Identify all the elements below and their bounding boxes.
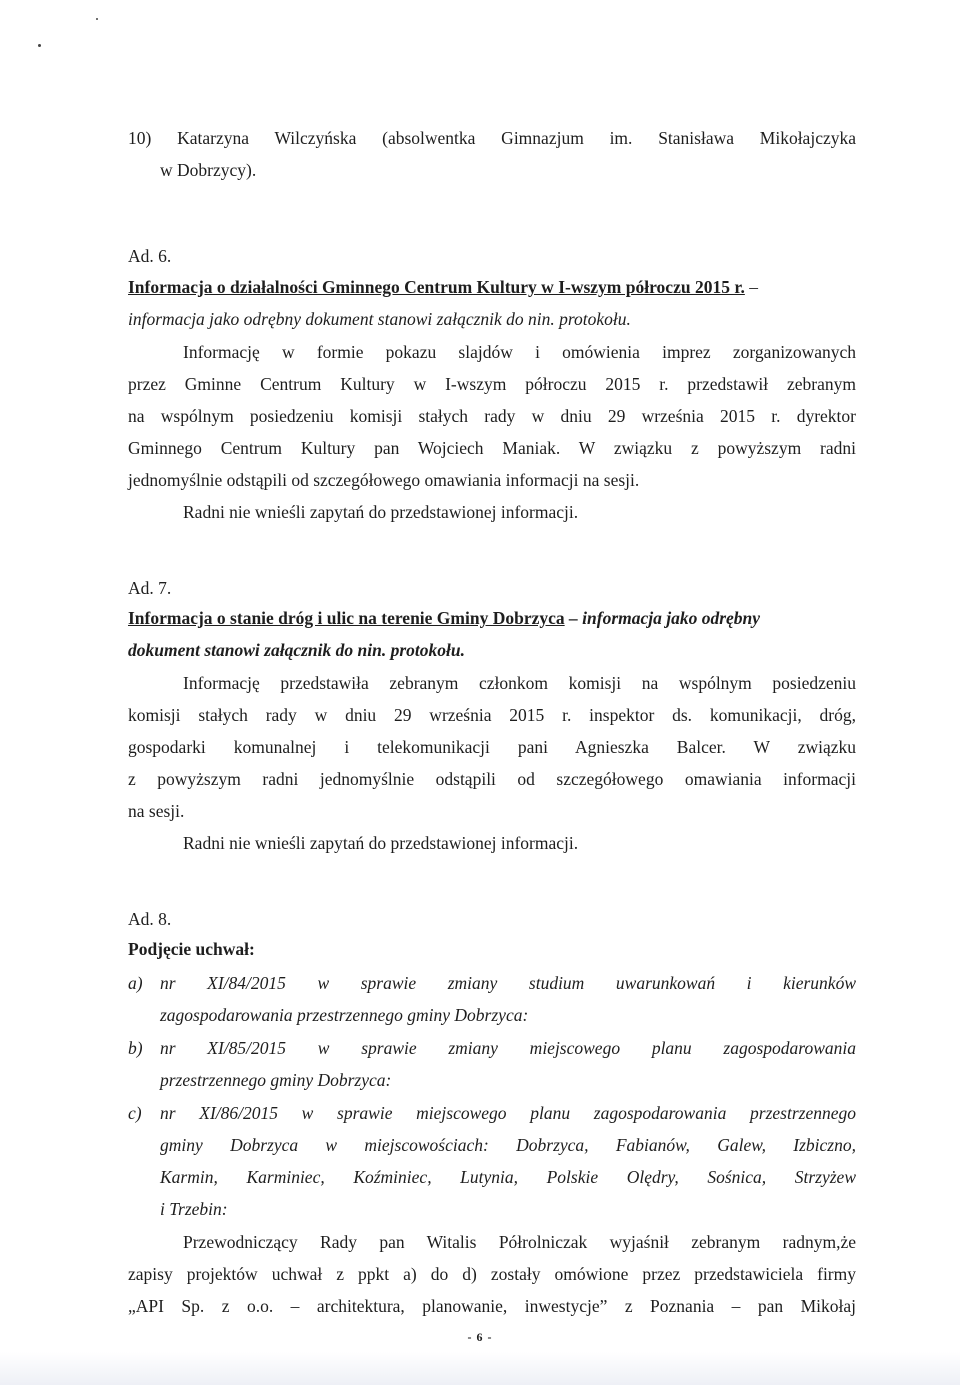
resolution-b-line-2: przestrzennego gminy Dobrzyca: bbox=[160, 1070, 392, 1090]
ad6-title-italic: informacja jako odrębny dokument stanowi załącznik do nin. protokołu. bbox=[128, 309, 631, 329]
ad7-para-line-3: gospodarki komunalnej i telekomunikacji pani Agnieszka Balcer. W związku bbox=[128, 737, 856, 757]
resolution-a-label: a) bbox=[128, 973, 143, 993]
resolution-b-line-1: nr XI/85/2015 w sprawie zmiany miejscowego planu zagospodarowania bbox=[160, 1038, 856, 1058]
item10-line-1: 10) Katarzyna Wilczyńska (absolwentka Gimnazjum im. Stanisława Mikołajczyka bbox=[128, 128, 856, 148]
scan-speck bbox=[96, 18, 98, 20]
ad6-title-underlined: Informacja o działalności Gminnego Centrum Kultury w I-wszym półroczu 2015 r. bbox=[128, 277, 745, 297]
resolution-a-line-2: zagospodarowania przestrzennego gminy Dobrzyca: bbox=[160, 1005, 529, 1025]
resolution-b-label: b) bbox=[128, 1038, 143, 1058]
ad7-para-line-5: na sesji. bbox=[128, 801, 185, 821]
scan-speck bbox=[38, 44, 41, 47]
ad7-title-underlined: Informacja o stanie dróg i ulic na terenie Gminy Dobrzyca bbox=[128, 608, 565, 628]
ad6-heading: Ad. 6. bbox=[128, 246, 172, 266]
ad7-no-questions: Radni nie wnieśli zapytań do przedstawionej informacji. bbox=[183, 833, 579, 853]
resolution-c-line-3: Karmin, Karminiec, Koźminiec, Lutynia, Polskie Olędry, Sośnica, Strzyżew bbox=[160, 1167, 856, 1187]
page-number: - 6 - bbox=[467, 1330, 493, 1344]
ad7-heading: Ad. 7. bbox=[128, 578, 172, 598]
scan-edge bbox=[0, 1352, 960, 1385]
ad8-para-line-1: Przewodniczący Rady pan Witalis Półrolniczak wyjaśnił zebranym radnym,że bbox=[183, 1232, 856, 1252]
ad6-para-line-4: Gminnego Centrum Kultury pan Wojciech Maniak. W związku z powyższym radni bbox=[128, 438, 856, 458]
ad8-subheading: Podjęcie uchwał: bbox=[128, 939, 255, 959]
ad6-title-dash: – bbox=[744, 277, 758, 297]
ad7-para-line-1: Informację przedstawiła zebranym członkom komisji na wspólnym posiedzeniu bbox=[183, 673, 856, 693]
ad6-para-line-5: jednomyślnie odstąpili od szczegółowego omawiania informacji na sesji. bbox=[128, 470, 640, 490]
ad7-title bbox=[128, 608, 856, 629]
ad7-para-line-2: komisji stałych rady w dniu 29 września 2015 r. inspektor ds. komunikacji, dróg, bbox=[128, 705, 856, 725]
ad7-title-italic-1: – informacja jako odrębny bbox=[564, 608, 761, 628]
resolution-c-line-2: gminy Dobrzyca w miejscowościach: Dobrzyca, Fabianów, Galew, Izbiczno, bbox=[160, 1135, 856, 1155]
ad8-heading: Ad. 8. bbox=[128, 909, 172, 929]
resolution-c-line-4: i Trzebin: bbox=[160, 1199, 228, 1219]
ad7-para-line-4: z powyższym radni jednomyślnie odstąpili od szczegółowego omawiania informacji bbox=[128, 769, 856, 789]
ad8-para-line-2: zapisy projektów uchwał z ppkt a) do d) zostały omówione przez przedstawiciela firmy bbox=[128, 1264, 856, 1284]
ad6-title bbox=[128, 277, 856, 298]
resolution-c-label: c) bbox=[128, 1103, 142, 1123]
item10-line-2: w Dobrzycy). bbox=[160, 160, 257, 180]
ad7-title-italic-2: dokument stanowi załącznik do nin. protokołu. bbox=[128, 640, 465, 660]
ad6-para-line-2: przez Gminne Centrum Kultury w I-wszym półroczu 2015 r. przedstawił zebranym bbox=[128, 374, 856, 394]
ad6-para-line-3: na wspólnym posiedzeniu komisji stałych rady w dniu 29 września 2015 r. dyrektor bbox=[128, 406, 856, 426]
ad6-no-questions: Radni nie wnieśli zapytań do przedstawionej informacji. bbox=[183, 502, 579, 522]
ad6-para-line-1: Informację w formie pokazu slajdów i omówienia imprez zorganizowanych bbox=[183, 342, 856, 362]
resolution-c-line-1: nr XI/86/2015 w sprawie miejscowego planu zagospodarowania przestrzennego bbox=[160, 1103, 856, 1123]
ad8-para-line-3: „API Sp. z o.o. – architektura, planowanie, inwestycje” z Poznania – pan Mikołaj bbox=[128, 1296, 856, 1316]
resolution-a-line-1: nr XI/84/2015 w sprawie zmiany studium uwarunkowań i kierunków bbox=[160, 973, 856, 993]
